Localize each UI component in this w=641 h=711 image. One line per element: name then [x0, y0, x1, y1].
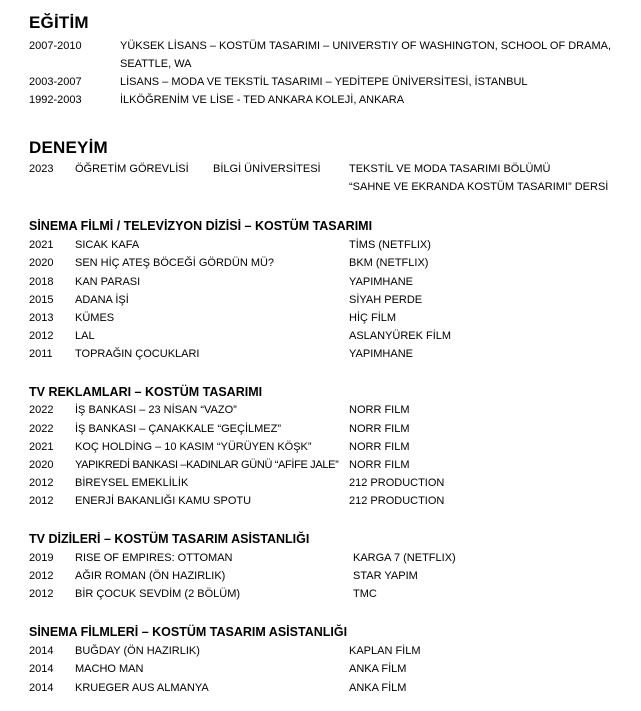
film-tv-title: ADANA İŞİ: [75, 294, 129, 306]
experience-role: ÖĞRETİM GÖREVLİSİ: [75, 163, 189, 175]
film-tv-title: KAN PARASI: [75, 276, 141, 288]
experience-department: TEKSTİL VE MODA TASARIMI BÖLÜMÜ: [349, 163, 551, 175]
film-tv-year: 2018: [29, 276, 54, 288]
tv-series-year: 2019: [29, 552, 54, 564]
tv-ads-year: 2022: [29, 423, 54, 435]
education-text: YÜKSEK LİSANS – KOSTÜM TASARIMI – UNIVERSTIY OF WASHINGTON, SCHOOL OF DRAMA,: [120, 40, 612, 52]
tv-ads-year: 2020: [29, 459, 54, 471]
tv-ads-title: KOÇ HOLDİNG – 10 KASIM “YÜRÜYEN KÖŞK”: [75, 441, 312, 453]
film-tv-title: SEN HİÇ ATEŞ BÖCEĞİ GÖRDÜN MÜ?: [75, 257, 275, 269]
film-tv-title: KÜMES: [75, 312, 115, 324]
film-tv-company: YAPIMHANE: [349, 276, 413, 288]
film-tv-company: BKM (NETFLIX): [349, 257, 429, 269]
tv-ads-company: 212 PRODUCTION: [349, 477, 445, 489]
film-tv-title: SICAK KAFA: [75, 239, 140, 251]
film-tv-year: 2021: [29, 239, 54, 251]
film-assist-company: ANKA FİLM: [349, 682, 407, 694]
film-tv-year: 2020: [29, 257, 54, 269]
film-tv-title: TOPRAĞIN ÇOCUKLARI: [75, 348, 200, 360]
tv-series-company: STAR YAPIM: [353, 570, 418, 582]
education-heading: EĞİTİM: [29, 13, 89, 32]
experience-institution: BİLGİ ÜNİVERSİTESİ: [213, 163, 321, 175]
film-assist-title: MACHO MAN: [75, 663, 144, 675]
tv-series-title: BİR ÇOCUK SEVDİM (2 BÖLÜM): [75, 588, 241, 600]
education-years: 2003-2007: [29, 76, 82, 88]
experience-course: “SAHNE VE EKRANDA KOSTÜM TASARIMI” DERSİ: [349, 181, 609, 193]
film-assist-year: 2014: [29, 682, 54, 694]
tv-ads-company: NORR FILM: [349, 423, 410, 435]
film-tv-heading: SİNEMA FİLMİ / TELEVİZYON DİZİSİ – KOSTÜM TASARIMI: [29, 219, 373, 233]
education-text: İLKÖĞRENİM VE LİSE - TED ANKARA KOLEJİ, ANKARA: [120, 94, 405, 106]
tv-ads-year: 2022: [29, 404, 54, 416]
tv-ads-title: İŞ BANKASI – ÇANAKKALE “GEÇİLMEZ”: [75, 423, 282, 435]
film-assist-heading: SİNEMA FİLMLERİ – KOSTÜM TASARIM ASİSTANLIĞI: [29, 625, 348, 639]
tv-ads-heading: TV REKLAMLARI – KOSTÜM TASARIMI: [29, 385, 263, 399]
film-tv-company: HİÇ FİLM: [349, 312, 397, 324]
film-tv-year: 2012: [29, 330, 54, 342]
tv-series-company: TMC: [353, 588, 377, 600]
tv-series-title: RISE OF EMPIRES: OTTOMAN: [75, 552, 233, 564]
tv-ads-company: NORR FILM: [349, 404, 410, 416]
film-assist-title: KRUEGER AUS ALMANYA: [75, 682, 209, 694]
film-tv-year: 2011: [29, 348, 53, 360]
film-tv-company: YAPIMHANE: [349, 348, 413, 360]
tv-series-title: AĞIR ROMAN (ÖN HAZIRLIK): [75, 570, 226, 582]
tv-series-company: KARGA 7 (NETFLIX): [353, 552, 456, 564]
film-tv-company: ASLANYÜREK FİLM: [349, 330, 452, 342]
tv-ads-year: 2021: [29, 441, 54, 453]
film-assist-company: KAPLAN FİLM: [349, 645, 421, 657]
tv-ads-company: NORR FILM: [349, 441, 410, 453]
film-tv-company: SİYAH PERDE: [349, 294, 423, 306]
tv-ads-company: 212 PRODUCTION: [349, 495, 445, 507]
tv-ads-title: YAPIKREDİ BANKASI –KADINLAR GÜNÜ “AFİFE JALE”: [75, 459, 339, 471]
education-years: 1992-2003: [29, 94, 82, 106]
film-tv-company: TİMS (NETFLIX): [349, 239, 431, 251]
experience-year: 2023: [29, 163, 54, 175]
film-assist-company: ANKA FİLM: [349, 663, 407, 675]
tv-series-year: 2012: [29, 588, 54, 600]
experience-heading: DENEYİM: [29, 138, 108, 157]
film-assist-title: BUĞDAY (ÖN HAZIRLIK): [75, 645, 200, 657]
education-years: 2007-2010: [29, 40, 82, 52]
tv-series-year: 2012: [29, 570, 54, 582]
tv-ads-year: 2012: [29, 477, 54, 489]
film-tv-title: LAL: [75, 330, 95, 342]
education-text: LİSANS – MODA VE TEKSTİL TASARIMI – YEDİTEPE ÜNİVERSİTESİ, İSTANBUL: [120, 76, 528, 88]
tv-ads-year: 2012: [29, 495, 54, 507]
film-tv-year: 2015: [29, 294, 54, 306]
tv-ads-title: İŞ BANKASI – 23 NİSAN “VAZO”: [75, 404, 237, 416]
tv-ads-title: BİREYSEL EMEKLİLİK: [75, 477, 189, 489]
film-tv-year: 2013: [29, 312, 54, 324]
film-assist-year: 2014: [29, 663, 54, 675]
education-text-cont: SEATTLE, WA: [120, 58, 192, 70]
tv-ads-title: ENERJİ BAKANLIĞI KAMU SPOTU: [75, 495, 252, 507]
tv-ads-company: NORR FILM: [349, 459, 410, 471]
tv-series-assist-heading: TV DİZİLERİ – KOSTÜM TASARIM ASİSTANLIĞI: [29, 532, 310, 546]
film-assist-year: 2014: [29, 645, 54, 657]
